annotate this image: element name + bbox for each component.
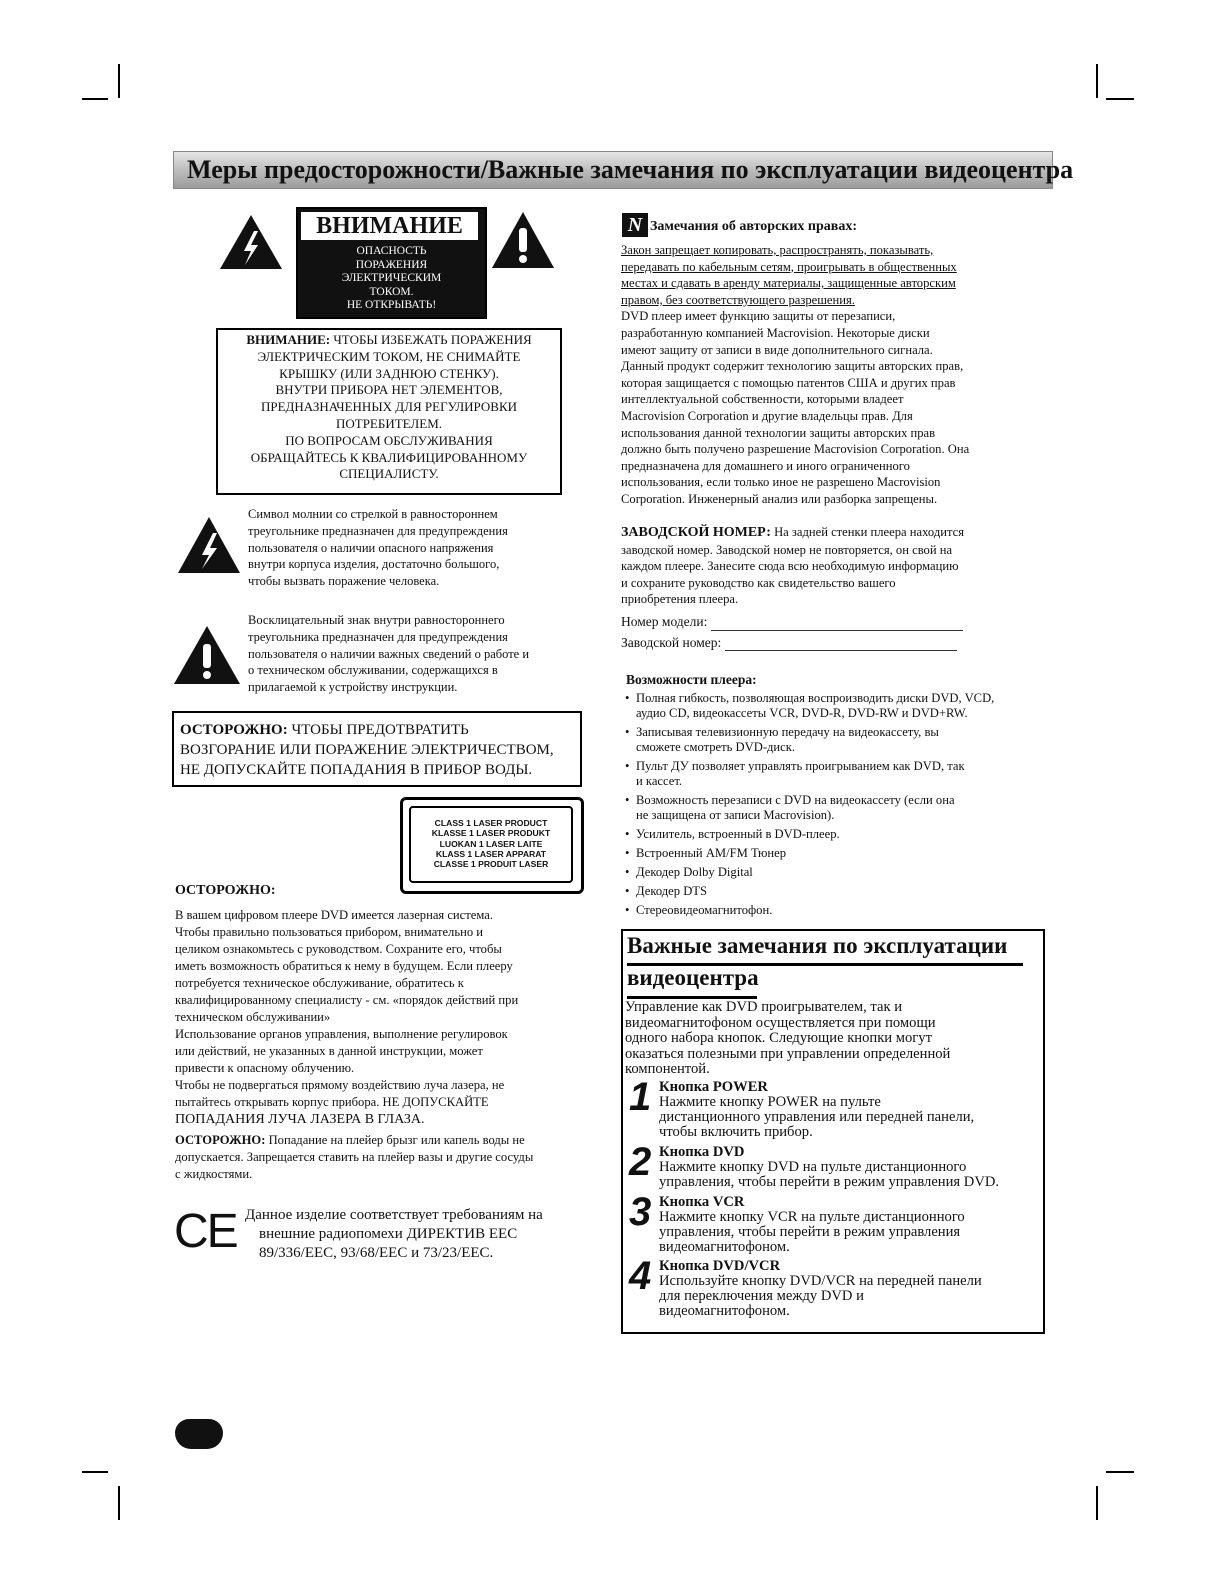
text-line: • Встроенный AM/FM Тюнер	[636, 846, 787, 860]
text-line: использования, если только иное не разрешено Macrovision	[621, 475, 941, 490]
text-line: DVD плеер имеет функцию защиты от перезаписи,	[621, 309, 896, 324]
text-line: Восклицательный знак внутри равностороннего	[248, 613, 505, 627]
crop-mark	[1106, 98, 1134, 100]
step-title: Кнопка VCR	[659, 1194, 745, 1210]
water-caution	[175, 1132, 595, 1149]
laser-line: LUOKAN 1 LASER LAITE	[439, 838, 543, 849]
text-line: сможете смотреть DVD-диск.	[636, 740, 796, 754]
text-line: чтобы вызвать поражение человека.	[248, 574, 440, 589]
text-line: видеомагнитофоном осуществляется при помощи	[625, 1014, 936, 1031]
caution-line: ОБРАЩАЙТЕСЬ К КВАЛИФИЦИРОВАННОМУ	[250, 449, 528, 465]
exclamation-symbol-text	[248, 612, 598, 696]
warning-line: ТОКОМ.	[369, 285, 414, 298]
feature-item	[622, 691, 1042, 721]
lightning-symbol-text	[248, 506, 578, 590]
text-line: треугольника предназначен для предупреждения	[248, 629, 508, 644]
step-title: Кнопка DVD/VCR	[659, 1258, 781, 1274]
text-line: использования данной технологии защиты авторских прав	[621, 425, 936, 440]
caution-line: ПОТРЕБИТЕЛЕМ.	[335, 415, 443, 431]
text-line: приобретения плеера.	[621, 592, 739, 607]
text-line: видеомагнитофоном.	[659, 1239, 790, 1256]
text-line: одного набора кнопок. Следующие кнопки могут	[625, 1030, 932, 1046]
text-line: Нажмите кнопку VCR на пульте дистанционного	[659, 1209, 965, 1225]
model-number-field	[711, 630, 963, 631]
text-line: • Декодер DTS	[636, 884, 707, 898]
caution-line: ПО ВОПРОСАМ ОБСЛУЖИВАНИЯ	[285, 432, 493, 448]
lightning-symbol-icon	[176, 515, 242, 575]
text-line: управления, чтобы перейти в режим управления	[659, 1224, 961, 1241]
laser-line: KLASSE 1 LASER PRODUKT	[431, 828, 551, 839]
caution-line: ЭЛЕКТРИЧЕСКИМ ТОКОМ, НЕ СНИМАЙТЕ	[257, 348, 521, 364]
crop-mark	[82, 98, 108, 100]
serial-number-section	[621, 524, 1046, 651]
laser-caution-heading: ОСТОРОЖНО:	[175, 883, 276, 898]
text-line: потребуется техническое обслуживание, обратитесь к	[175, 976, 464, 990]
text-line: пользователя о наличии важных сведений о работе и	[248, 646, 530, 661]
crop-mark	[1106, 1471, 1134, 1473]
feature-item	[622, 865, 1042, 880]
step-title: Кнопка POWER	[659, 1079, 768, 1095]
operation-notes-box	[621, 929, 1045, 1334]
text-line: Нажмите кнопку POWER на пульте	[659, 1094, 881, 1110]
step-title: Кнопка DVD	[659, 1144, 745, 1160]
caution-line: ВНУТРИ ПРИБОРА НЕТ ЭЛЕМЕНТОВ,	[275, 382, 503, 398]
laser-product-label	[400, 797, 584, 894]
caution-line: СПЕЦИАЛИСТУ.	[339, 466, 439, 482]
operation-title-line-1: Важные замечания по эксплуатации	[627, 933, 1008, 958]
text-line: Попадание на плейер брызг или капель воды не	[265, 1133, 525, 1147]
text-line: • Полная гибкость, позволяющая воспроизводить диски DVD, VCD,	[636, 691, 995, 705]
feature-item	[622, 827, 1042, 842]
text-line: внутри корпуса изделия, достаточно большого,	[248, 557, 500, 572]
step-description	[659, 1210, 1043, 1256]
caution-label: ВНИМАНИЕ:	[246, 332, 331, 347]
step-description	[659, 1095, 1043, 1141]
text-line: Использование органов управления, выполнение регулировок	[175, 1027, 508, 1041]
step-description	[659, 1160, 1043, 1190]
fire-warning-box	[172, 711, 582, 787]
text-line: Управление как DVD проигрывателем, так и	[625, 999, 903, 1015]
page-number-tab	[175, 1419, 223, 1449]
caution-line: ЧТОБЫ ИЗБЕЖАТЬ ПОРАЖЕНИЯ	[330, 332, 532, 347]
warning-lines	[298, 245, 485, 313]
laser-label-inner	[409, 806, 573, 883]
feature-item	[622, 725, 1042, 755]
text-line: местах и сдавать в аренду материалы, защищенные авторским	[621, 276, 956, 291]
text-line: имеют защиту от записи в виде дополнительного сигнала.	[621, 342, 933, 357]
text-line: Corporation. Инженерный анализ или разборка запрещены.	[621, 491, 938, 506]
step-number: 4	[629, 1254, 652, 1298]
text-line: прилагаемой к устройству инструкции.	[248, 680, 458, 695]
warning-title: ВНИМАНИЕ	[301, 212, 478, 240]
text-line: Чтобы правильно пользоваться прибором, внимательно и	[175, 925, 483, 939]
feature-item	[622, 759, 1042, 789]
text-line: допускается. Запрещается ставить на плейер вазы и другие сосуды	[175, 1150, 534, 1164]
feature-item	[622, 846, 1042, 861]
text-line: каждом плеере. Занесите сюда всю необходимую информацию	[621, 559, 959, 574]
warning-line: ЭЛЕКТРИЧЕСКИМ	[341, 272, 442, 284]
text-line: Закон запрещает копировать, распространять, показывать,	[621, 243, 934, 257]
operation-title-line-2: видеоцентра	[627, 965, 759, 990]
text-line: компонентой.	[625, 1061, 710, 1077]
text-line: НЕ ДОПУСКАЙТЕ ПОПАДАНИЯ В ПРИБОР ВОДЫ.	[180, 762, 533, 778]
warning-line: ПОРАЖЕНИЯ	[355, 258, 428, 271]
step-number: 1	[629, 1075, 652, 1119]
serial-number-field	[725, 650, 957, 651]
features-heading: Возможности плеера:	[626, 672, 757, 687]
text-line: не защищена от записи Macrovision).	[636, 808, 835, 822]
text-line: о техническом обслуживании, содержащихся в	[248, 663, 498, 678]
crop-mark	[82, 1471, 108, 1473]
text-line: внешние радиопомехи ДИРЕКТИВ ЕЕС	[259, 1226, 518, 1242]
copyright-text	[621, 242, 1046, 508]
warning-line: НЕ ОТКРЫВАТЬ!	[346, 299, 437, 311]
text-line: предназначена для домашнего и иного ограниченного	[621, 458, 910, 473]
water-caution-label: ОСТОРОЖНО:	[175, 1133, 266, 1147]
text-line: ВОЗГОРАНИЕ ИЛИ ПОРАЖЕНИЕ ЭЛЕКТРИЧЕСТВОМ,	[180, 742, 554, 758]
text-line: Данное изделие соответствует требованиям на	[245, 1207, 543, 1223]
text-line: Macrovision Corporation и другие владельцы прав. Для	[621, 408, 913, 423]
model-number-label: Номер модели:	[621, 613, 708, 629]
text-line: • Записывая телевизионную передачу на видеокассету, вы	[636, 725, 939, 739]
text-line: Используйте кнопку DVD/VCR на передней панели	[659, 1273, 982, 1289]
serial-number-row	[621, 635, 1046, 652]
text-line: видеомагнитофоном.	[659, 1303, 790, 1320]
note-icon: N	[622, 213, 648, 237]
text-line: и сохраните руководство как свидетельство вашего	[621, 575, 896, 590]
text-line: оказаться полезными при управлении определенной	[625, 1045, 951, 1062]
text-line: ЧТОБЫ ПРЕДОТВРАТИТЬ	[287, 722, 469, 738]
text-line: интеллектуальной собственности, которыми владеет	[621, 392, 904, 407]
text-line: • Пульт ДУ позволяет управлять проигрыванием как DVD, так	[636, 759, 965, 773]
text-line: должно быть получено разрешение Macrovision Corporation. Она	[621, 442, 970, 457]
text-line: Символ молнии со стрелкой в равностороннем	[248, 507, 498, 521]
text-line: пытайтесь открывать корпус прибора. НЕ ДОПУСКАЙТЕ	[175, 1095, 489, 1109]
text-line: Чтобы не подвергаться прямому воздействию луча лазера, не	[175, 1078, 505, 1092]
text-line: треугольнике предназначен для предупреждения	[248, 523, 508, 538]
step-number: 3	[629, 1190, 652, 1234]
feature-item	[622, 793, 1042, 823]
text-line: или действий, не указанных в данной инструкции, может	[175, 1044, 483, 1058]
feature-item	[622, 884, 1042, 899]
caution-line: ПРЕДНАЗНАЧЕННЫХ ДЛЯ РЕГУЛИРОВКИ	[260, 399, 518, 415]
text-line: разработанную компанией Macrovision. Некоторые диски	[621, 325, 930, 340]
exclamation-warning-icon	[490, 210, 556, 270]
text-line: дистанционного управления или передней панели,	[659, 1109, 975, 1126]
lightning-warning-icon	[218, 213, 284, 271]
step-number: 2	[629, 1140, 652, 1184]
caution-text	[220, 332, 558, 483]
text-line: заводской номер. Заводской номер не повторяется, он свой на	[621, 542, 953, 557]
exclamation-symbol-icon	[172, 624, 242, 686]
text-line: На задней стенки плеера находится	[770, 525, 965, 539]
serial-number-label: Заводской номер:	[621, 634, 722, 650]
text-line: пользователя о наличии опасного напряжения	[248, 540, 494, 555]
text-line: с жидкостями.	[175, 1167, 253, 1181]
text-line: правом, без соответствующего разрешения.	[621, 292, 855, 307]
text-line: управления, чтобы перейти в режим управления DVD.	[659, 1174, 1000, 1191]
warning-line: ОПАСНОСТЬ	[356, 245, 427, 257]
text-line: • Усилитель, встроенный в DVD-плеер.	[636, 827, 840, 841]
crop-mark	[118, 64, 120, 98]
page-title: Меры предосторожности/Важные замечания по эксплуатации видеоцентра	[187, 155, 1074, 184]
crop-mark	[1096, 64, 1098, 98]
laser-label-text	[415, 818, 567, 869]
features-list	[622, 691, 1042, 922]
step-description	[659, 1274, 1043, 1320]
text-line: В вашем цифровом плеере DVD имеется лазерная система.	[175, 908, 493, 922]
laser-line: KLASS 1 LASER APPARAT	[435, 848, 547, 859]
fire-warning-text	[180, 720, 576, 780]
text-line: иметь возможность обратиться к нему в будущем. Если плееру	[175, 959, 513, 973]
caution-box	[216, 328, 562, 495]
crop-mark	[118, 1486, 120, 1520]
text-line: передавать по кабельным сетям, проигрывать в общественных	[621, 259, 957, 274]
text-line: • Стереовидеомагнитофон.	[636, 903, 773, 917]
crop-mark	[1096, 1486, 1098, 1520]
serial-label: ЗАВОДСКОЙ НОМЕР:	[621, 525, 771, 540]
header-banner	[173, 151, 1074, 189]
feature-item	[622, 903, 1042, 918]
caution-line: КРЫШКУ (ИЛИ ЗАДНЮЮ СТЕНКУ).	[279, 365, 499, 381]
text-line: техническом обслуживании»	[175, 1010, 331, 1024]
laser-caution-text	[175, 907, 595, 1183]
text-line: • Декодер Dolby Digital	[636, 865, 753, 879]
laser-line: CLASS 1 LASER PRODUCT	[434, 818, 548, 828]
text-line: квалифицированному специалисту - см. «порядок действий при	[175, 993, 519, 1007]
text-line: целиком ознакомьтесь с руководством. Сохраните его, чтобы	[175, 942, 502, 956]
fire-warning-label: ОСТОРОЖНО:	[180, 722, 288, 738]
text-line: аудио CD, видеокассеты VCR, DVD-R, DVD-RW и DVD+RW.	[636, 706, 968, 720]
copyright-heading: Замечания об авторских правах:	[650, 219, 858, 234]
text-line: для переключения между DVD и	[659, 1288, 864, 1305]
laser-line: CLASSE 1 PRODUIT LASER	[433, 859, 549, 870]
text-line: Нажмите кнопку DVD на пульте дистанционного	[659, 1159, 967, 1175]
model-number-row	[621, 614, 1046, 631]
ce-mark-icon: CE	[174, 1205, 237, 1258]
text-line: ПОПАДАНИЯ ЛУЧА ЛАЗЕРА В ГЛАЗА.	[175, 1112, 425, 1127]
text-line: • Возможность перезаписи с DVD на видеокассету (если она	[636, 793, 955, 807]
text-line: и кассет.	[636, 774, 683, 788]
text-line: чтобы включить прибор.	[659, 1124, 813, 1141]
shock-warning-label	[296, 207, 487, 319]
text-line: привести к опасному облучению.	[175, 1061, 355, 1075]
ce-compliance-text	[245, 1206, 595, 1263]
operation-intro	[625, 1000, 1039, 1078]
text-line: которая защищается с помощью патентов США и других прав	[621, 375, 956, 390]
text-line: 89/336/EEC, 93/68/EEC и 73/23/EEC.	[259, 1245, 494, 1261]
text-line: Данный продукт содержит технологию защиты авторских прав,	[621, 359, 964, 374]
